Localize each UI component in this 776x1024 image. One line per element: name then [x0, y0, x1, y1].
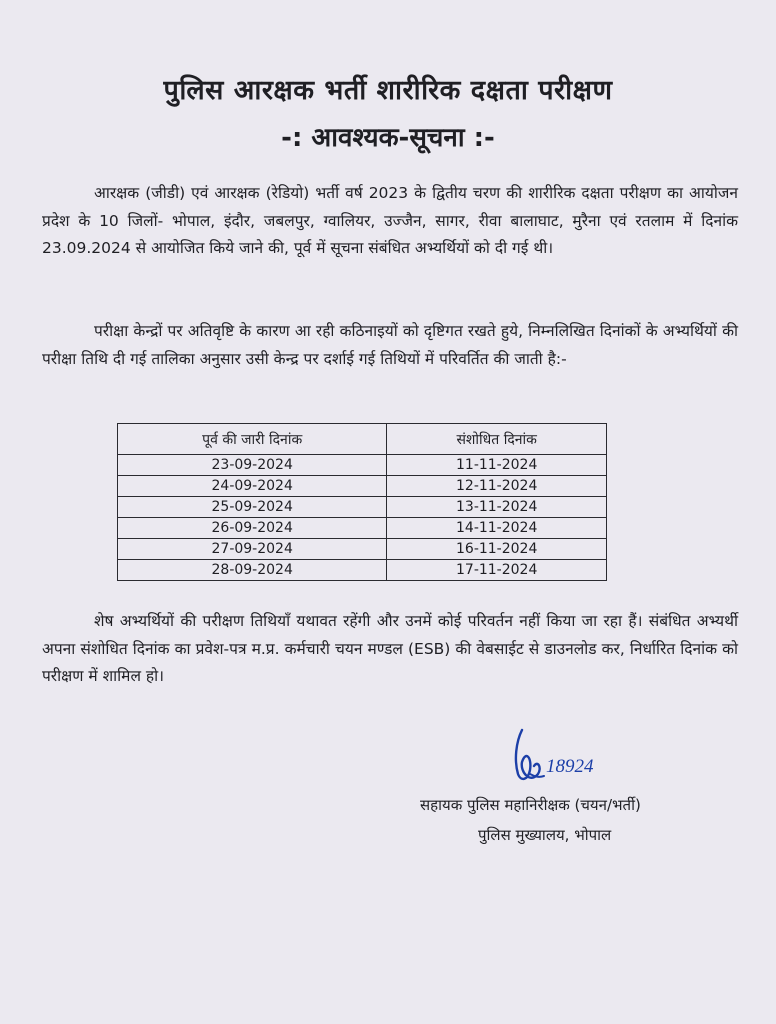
- header-previous-date: पूर्व की जारी दिनांक: [118, 424, 387, 455]
- paragraph-intro: आरक्षक (जीडी) एवं आरक्षक (रेडियो) भर्ती वर्ष 2023 के द्वितीय चरण की शारीरिक दक्षता परीक्षण का आयोजन प्रदेश के 10 जिलों- भोपाल, इंदौर, जबलपुर, ग्वालियर, उज्जैन, सागर, रीवा बालाघाट, मुरैना एवं रतलाम में दिनांक 23.09.2024 से आयोजित किये जाने की, पूर्व में सूचना संबंधित अभ्यर्थियों को दी गई थी।: [42, 184, 738, 257]
- signatory-designation: सहायक पुलिस महानिरीक्षक (चयन/भर्ती): [420, 796, 641, 814]
- previous-date-cell: 26-09-2024: [118, 518, 387, 539]
- table-row: [118, 455, 607, 476]
- table-row: [118, 497, 607, 518]
- previous-date-cell: 27-09-2024: [118, 539, 387, 560]
- previous-date-cell: 23-09-2024: [118, 455, 387, 476]
- signatory-block: [420, 790, 750, 850]
- table-row: [118, 518, 607, 539]
- handwritten-signature: [508, 722, 618, 790]
- paragraph-instructions: शेष अभ्यर्थियों की परीक्षण तिथियाँ यथावत रहेंगी और उनमें कोई परिवर्तन नहीं किया जा रहा हैं। संबंधित अभ्यर्थी अपना संशोधित दिनांक का प्रवेश-पत्र म.प्र. कर्मचारी चयन मण्डल (ESB) की वेबसाईट से डाउनलोड कर, निर्धारित दिनांक को परीक्षण में शामिल हो।: [42, 612, 738, 685]
- previous-date-cell: 25-09-2024: [118, 497, 387, 518]
- revised-date-cell: 16-11-2024: [387, 539, 607, 560]
- notice-title: पुलिस आरक्षक भर्ती शारीरिक दक्षता परीक्षण: [163, 75, 613, 106]
- previous-date-cell: 28-09-2024: [118, 560, 387, 581]
- previous-date-cell: 24-09-2024: [118, 476, 387, 497]
- notice-subtitle: -: आवश्यक-सूचना :-: [281, 123, 495, 153]
- paragraph-reason: परीक्षा केन्द्रों पर अतिवृष्टि के कारण आ रही कठिनाइयों को दृष्टिगत रखते हुये, निम्नलिखित दिनांकों के अभ्यर्थियों की परीक्षा तिथि दी गई तालिका अनुसार उसी केन्द्र पर दर्शाई गई तिथियों में परिवर्तित की जाती है:-: [42, 322, 738, 368]
- revised-date-cell: 12-11-2024: [387, 476, 607, 497]
- table-header-row: [118, 424, 607, 455]
- date-change-table: [117, 423, 607, 581]
- table-row: [118, 560, 607, 581]
- revised-date-cell: 11-11-2024: [387, 455, 607, 476]
- signatory-office: पुलिस मुख्यालय, भोपाल: [478, 826, 612, 844]
- table-row: [118, 476, 607, 497]
- revised-date-cell: 14-11-2024: [387, 518, 607, 539]
- header-revised-date: संशोधित दिनांक: [387, 424, 607, 455]
- table-row: [118, 539, 607, 560]
- signature-stroke: [516, 730, 540, 779]
- revised-date-cell: 17-11-2024: [387, 560, 607, 581]
- signature-date: 18924: [546, 756, 594, 777]
- revised-date-cell: 13-11-2024: [387, 497, 607, 518]
